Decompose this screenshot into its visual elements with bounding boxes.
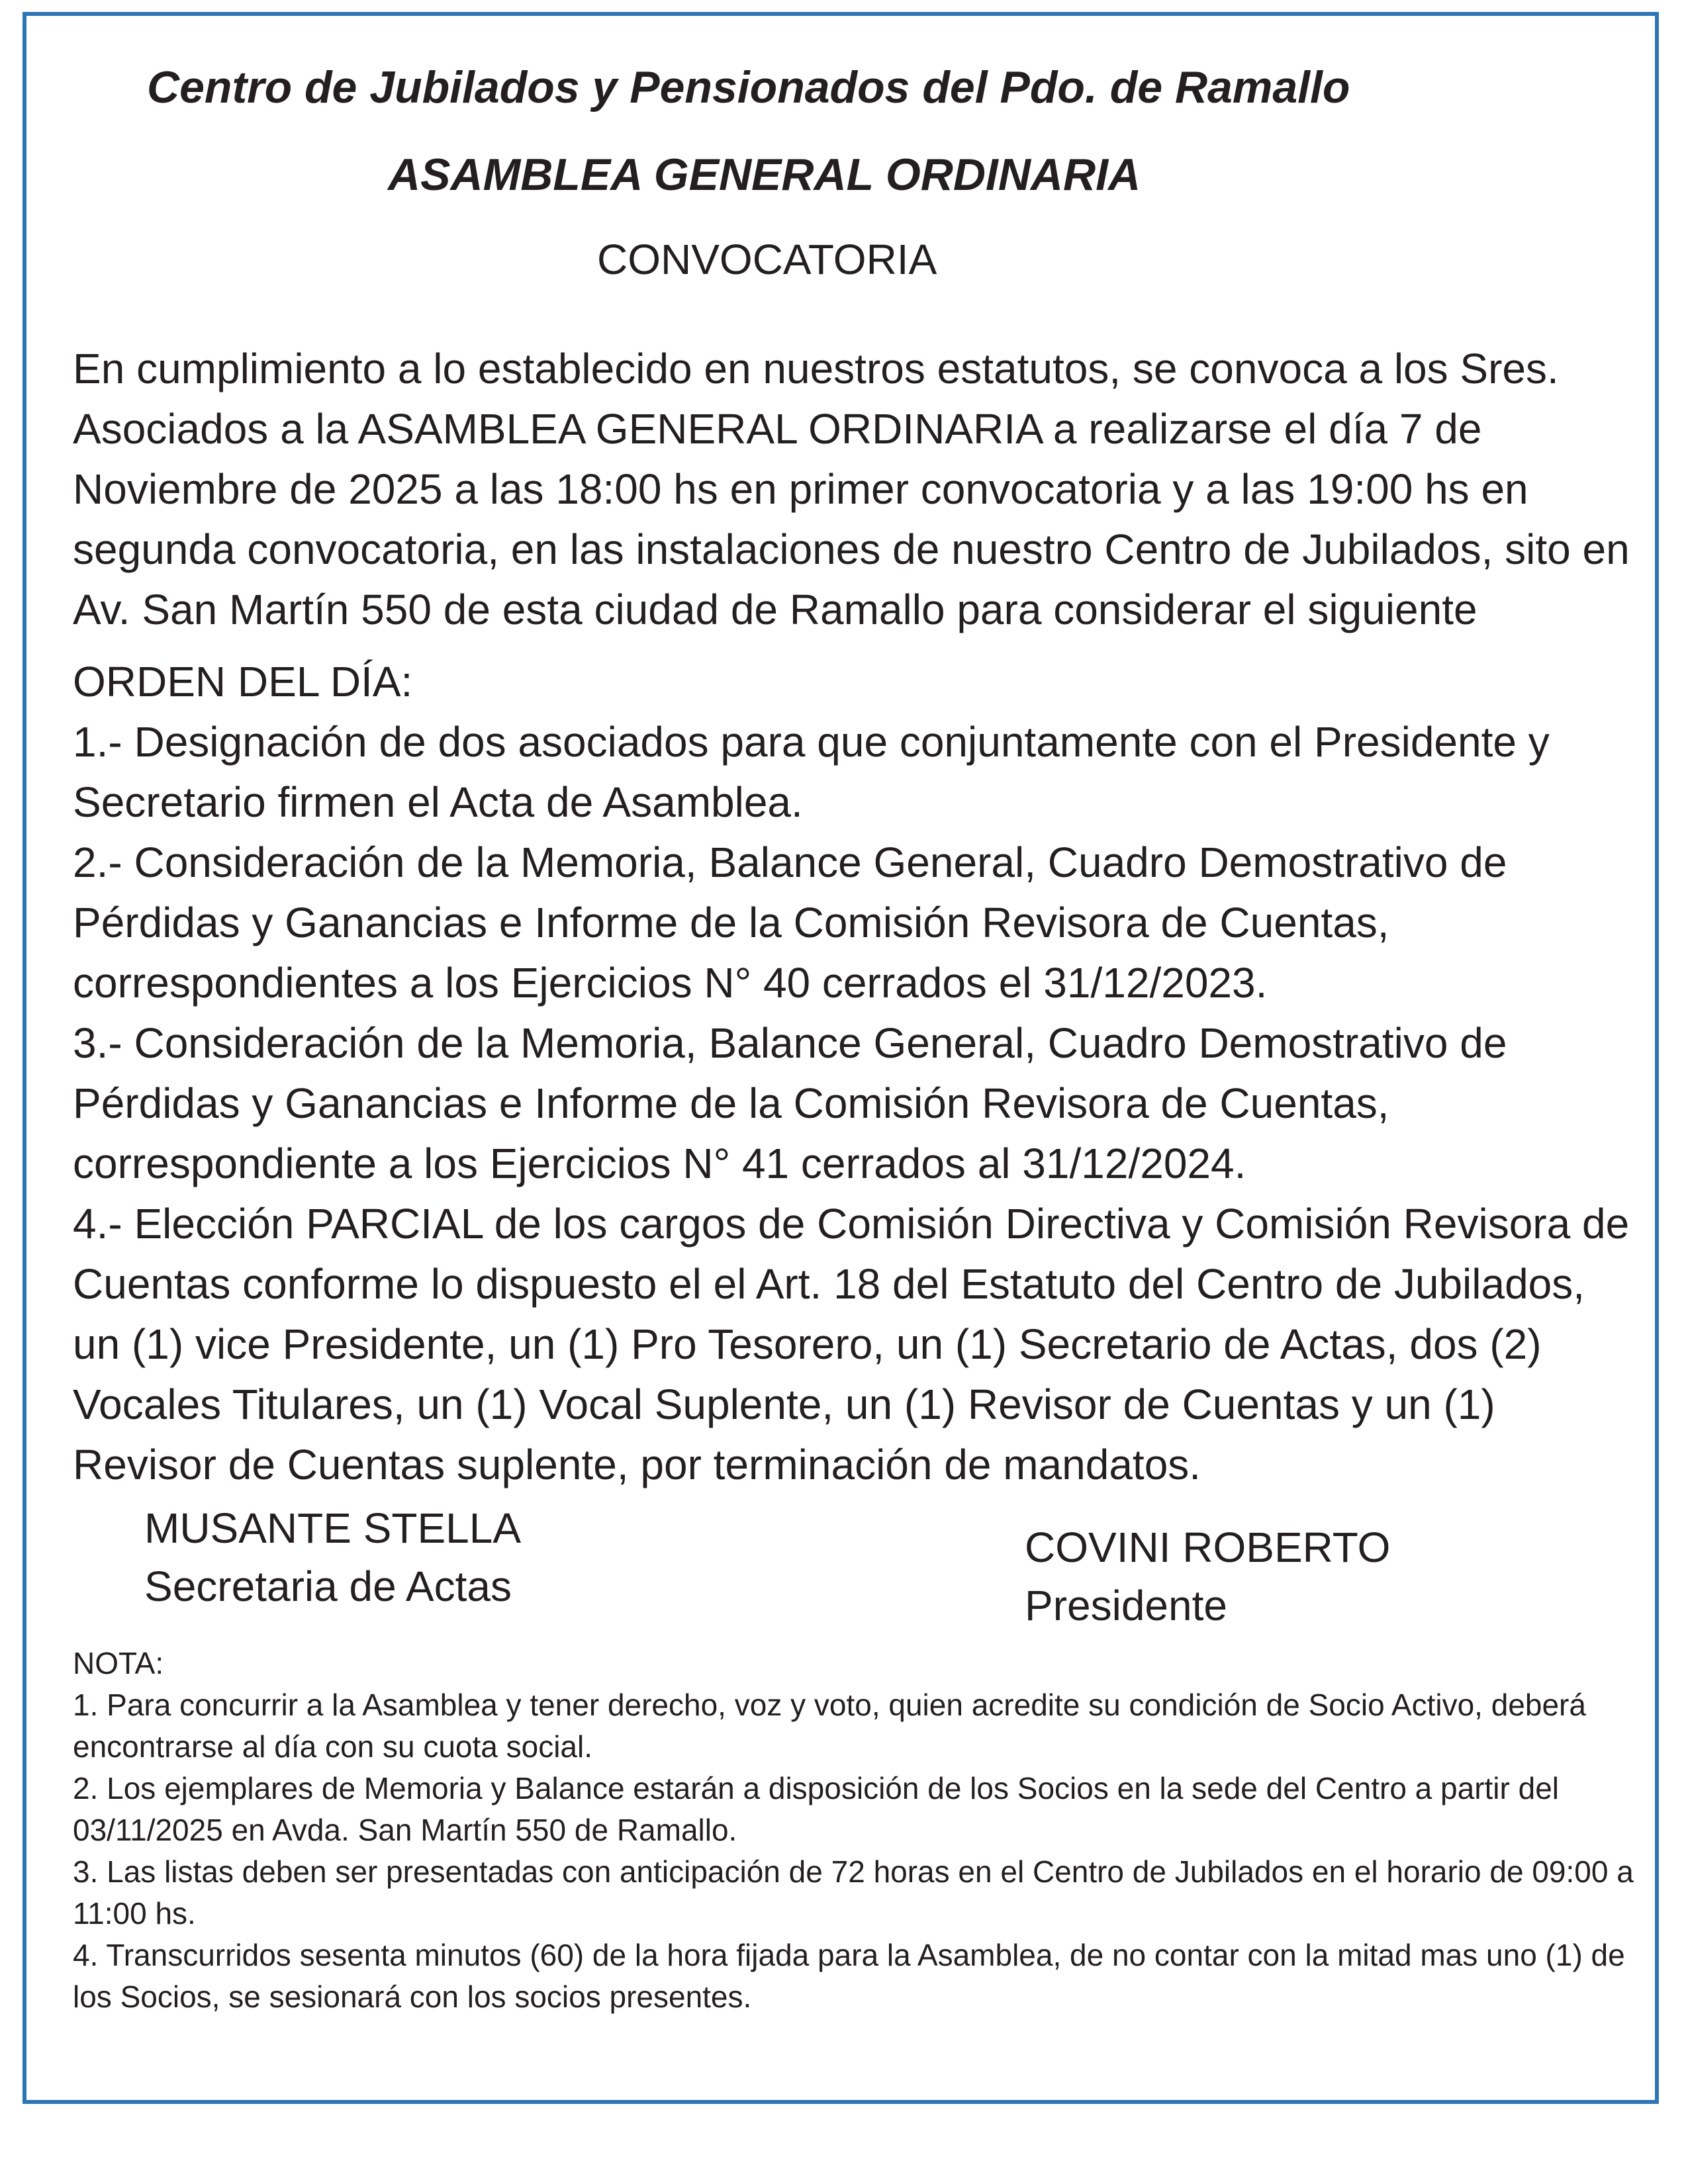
agenda-item: 1.- Designación de dos asociados para que conjuntamente con el Presidente y Secretario firmen el Acta de Asamblea.	[73, 718, 1550, 826]
intro-paragraph: En cumplimiento a lo establecido en nuestros estatutos, se convoca a los Sres. Asociados a la ASAMBLEA GENERAL ORDINARIA a realizarse el día 7 de Noviembre de 2025 a las 18:00 hs en primer convocatoria y a las 19:00 hs en segunda convocatoria, en las instalaciones de nuestro Centro de Jubilados, sito en Av. San Martín 550 de esta ciudad de Ramallo para considerar el siguiente	[73, 345, 1630, 633]
agenda-item: 2.- Consideración de la Memoria, Balance General, Cuadro Demostrativo de Pérdidas y Ganancias e Informe de la Comisión Revisora de Cuentas, correspondientes a los Ejercicios N° 40 cerrados el 31/12/2023.	[73, 839, 1507, 1007]
agenda-heading: ORDEN DEL DÍA:	[73, 658, 413, 705]
assembly-title: ASAMBLEA GENERAL ORDINARIA	[388, 150, 1141, 200]
signature-role: Presidente	[1025, 1582, 1227, 1629]
notes-list	[73, 1684, 1635, 2018]
signature-secretary	[144, 1499, 521, 1615]
agenda-section	[73, 652, 1635, 1495]
signature-president	[1025, 1518, 1390, 1635]
signature-name: MUSANTE STELLA	[144, 1504, 522, 1552]
note-item: 1. Para concurrir a la Asamblea y tener derecho, voz y voto, quien acredite su condición de Socio Activo, deberá encontrarse al día con su cuota social.	[73, 1688, 1586, 1764]
note-item: 4. Transcurridos sesenta minutos (60) de la hora fijada para la Asamblea, de no contar con la mitad mas uno (1) de los Socios, se sesionará con los socios presentes.	[73, 1938, 1625, 2014]
notes-section	[73, 1643, 1635, 2018]
convocation-subtitle: CONVOCATORIA	[597, 236, 937, 283]
signature-name: COVINI ROBERTO	[1025, 1524, 1391, 1571]
agenda-list	[73, 712, 1635, 1495]
organization-title: Centro de Jubilados y Pensionados del Pdo. de Ramallo	[147, 62, 1350, 113]
agenda-item: 4.- Elección PARCIAL de los cargos de Comisión Directiva y Comisión Revisora de Cuentas conforme lo dispuesto el el Art. 18 del Estatuto del Centro de Jubilados, un (1) vice Presidente, un (1) Pro Tesorero, un (1) Secretario de Actas, dos (2) Vocales Titulares, un (1) Vocal Suplente, un (1) Revisor de Cuentas y un (1) Revisor de Cuentas suplente, por terminación de mandatos.	[73, 1200, 1630, 1488]
agenda-item: 3.- Consideración de la Memoria, Balance General, Cuadro Demostrativo de Pérdidas y Ganancias e Informe de la Comisión Revisora de Cuentas, correspondiente a los Ejercicios N° 41 cerrados al 31/12/2024.	[73, 1019, 1507, 1187]
note-item: 2. Los ejemplares de Memoria y Balance estarán a disposición de los Socios en la sede del Centro a partir del 03/11/2025 en Avda. San Martín 550 de Ramallo.	[73, 1771, 1560, 1847]
note-item: 3. Las listas deben ser presentadas con anticipación de 72 horas en el Centro de Jubilados en el horario de 09:00 a 11:00 hs.	[73, 1854, 1634, 1931]
signature-role: Secretaria de Actas	[144, 1563, 512, 1610]
notes-heading: NOTA:	[73, 1646, 164, 1680]
